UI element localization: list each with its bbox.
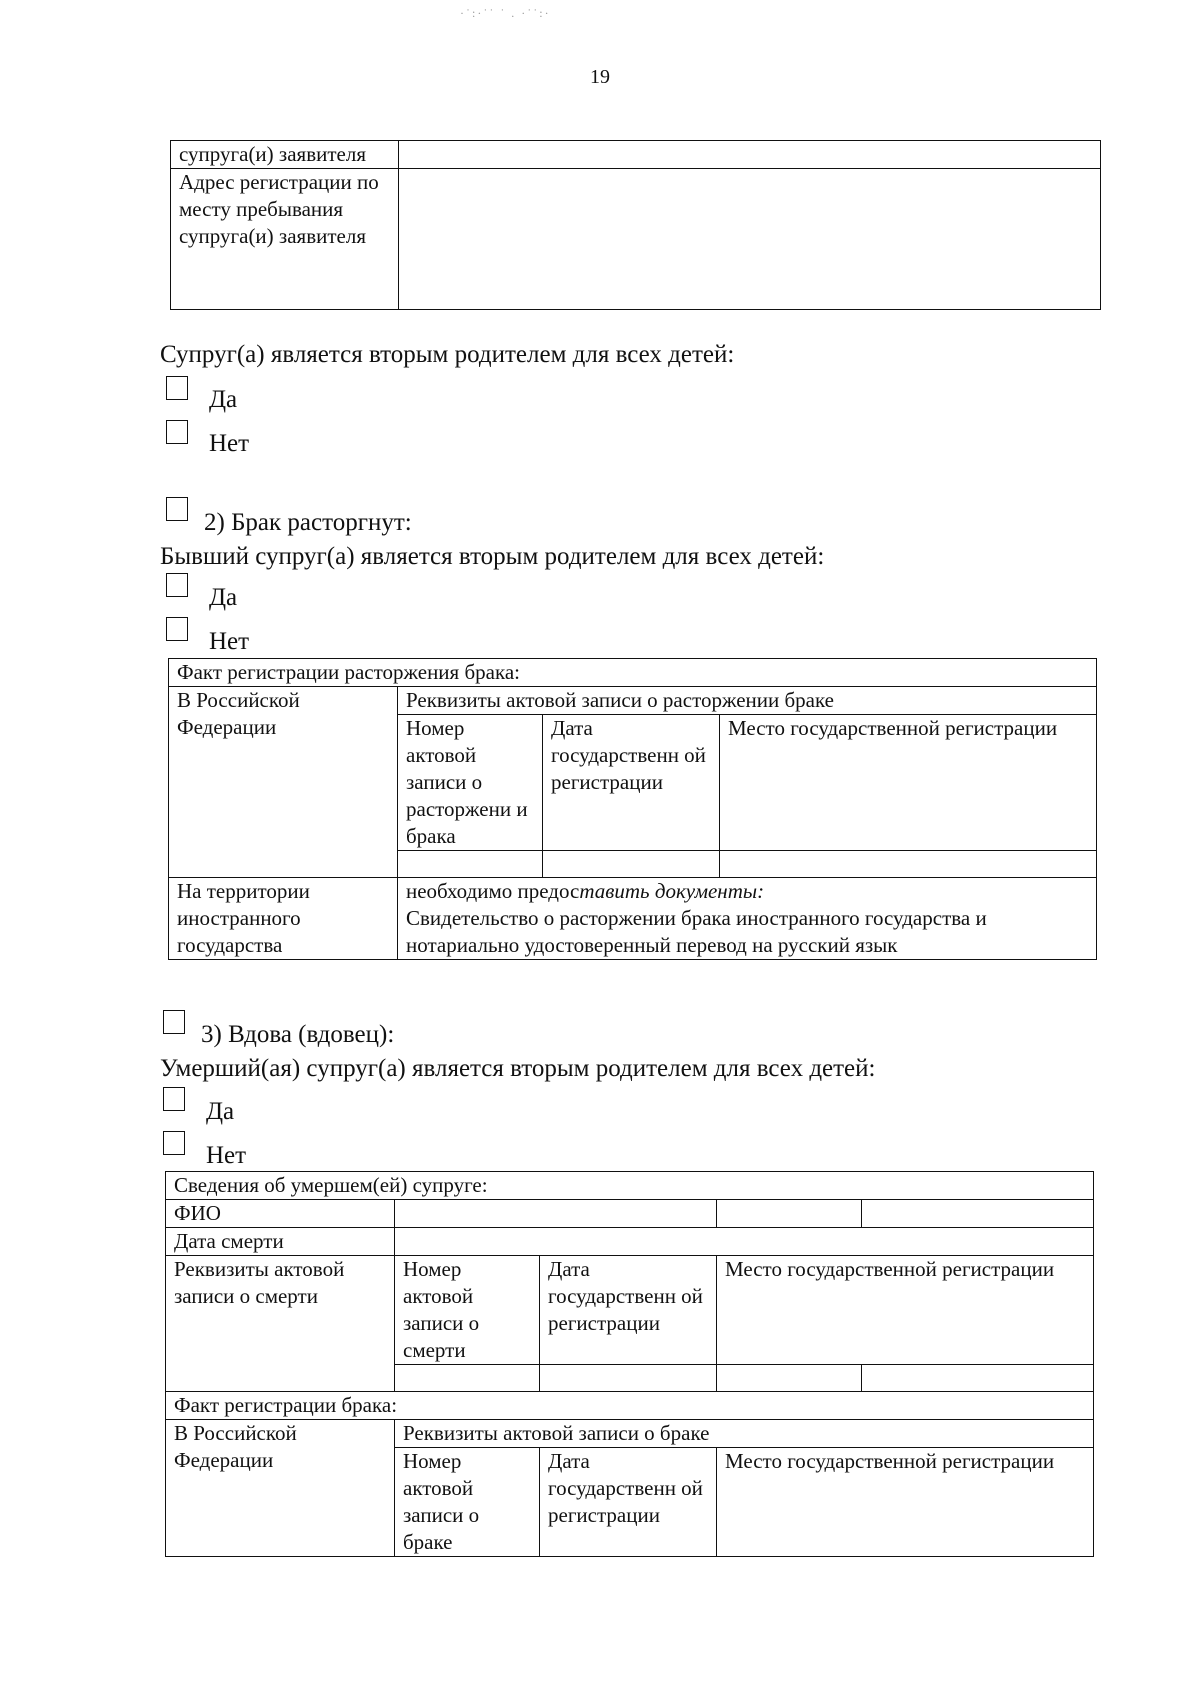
deceased-spouse-table [165, 1171, 1094, 1557]
death-record-label: Реквизиты актовой записи о смерти [166, 1256, 395, 1392]
foreign-note-plain: необходимо предос [406, 879, 580, 903]
stay-address-field[interactable] [399, 169, 1101, 310]
death-registration-place-field-1[interactable] [717, 1365, 862, 1392]
spouse-parent-no-checkbox[interactable] [166, 420, 188, 444]
col-record-number: Номер актовой записи о расторжени и брака [398, 715, 543, 851]
spouse-value-field[interactable] [399, 141, 1101, 169]
ex-spouse-parent-yes-checkbox[interactable] [166, 573, 188, 597]
divorce-table-header: Факт регистрации расторжения брака: [169, 659, 1097, 687]
deceased-spouse-parent-question: Умерший(ая) супруг(а) является вторым родителем для всех детей: [160, 1055, 876, 1082]
divorced-checkbox[interactable] [166, 497, 188, 521]
deceased-table-header: Сведения об умершем(ей) супруге: [166, 1172, 1094, 1200]
foreign-documents-note [398, 878, 1097, 960]
widow-title: 3) Вдова (вдовец): [201, 1021, 395, 1048]
page-number: 19 [590, 66, 610, 88]
death-date-label: Дата смерти [166, 1228, 395, 1256]
stay-address-label: Адрес регистрации по месту пребывания супруга(и) заявителя [171, 169, 399, 310]
divorce-registration-table [168, 658, 1097, 960]
deceased-parent-yes-label: Да [206, 1098, 235, 1125]
col-registration-date: Дата государственн ой регистрации [543, 715, 720, 851]
death-registration-place-field-2[interactable] [862, 1365, 1094, 1392]
death-record-number-field[interactable] [395, 1365, 540, 1392]
ex-spouse-parent-question: Бывший супруг(а) является вторым родителем для всех детей: [160, 543, 825, 570]
deceased-parent-yes-checkbox[interactable] [163, 1087, 185, 1111]
fio-label: ФИО [166, 1200, 395, 1228]
marriage-requisites-label: Реквизиты актовой записи о браке [395, 1420, 1094, 1448]
divorce-requisites-label: Реквизиты актовой записи о расторжении браке [398, 687, 1097, 715]
marriage-rf-label: В Российской Федерации [166, 1420, 395, 1557]
divorce-registration-place-field[interactable] [720, 851, 1097, 878]
spouse-parent-yes-checkbox[interactable] [166, 376, 188, 400]
col-registration-place: Место государственной регистрации [720, 715, 1097, 851]
death-col-number: Номер актовой записи о смерти [395, 1256, 540, 1365]
death-date-field[interactable] [395, 1228, 1094, 1256]
deceased-parent-no-checkbox[interactable] [163, 1131, 185, 1155]
death-col-place: Место государственной регистрации [717, 1256, 1094, 1365]
spouse-label-cell: супруга(и) заявителя [171, 141, 399, 169]
widow-checkbox[interactable] [163, 1010, 185, 1034]
fio-field-2[interactable] [717, 1200, 862, 1228]
spouse-info-table [170, 140, 1101, 310]
spouse-parent-no-label: Нет [209, 430, 250, 457]
ex-spouse-parent-no-checkbox[interactable] [166, 617, 188, 641]
ex-spouse-parent-no-label: Нет [209, 628, 250, 655]
divorce-registration-date-field[interactable] [543, 851, 720, 878]
death-col-date: Дата государственн ой регистрации [540, 1256, 717, 1365]
marriage-fact-header: Факт регистрации брака: [166, 1392, 1094, 1420]
rf-label: В Российской Федерации [169, 687, 398, 878]
deceased-parent-no-label: Нет [206, 1142, 247, 1169]
death-registration-date-field[interactable] [540, 1365, 717, 1392]
foreign-state-label: На территории иностранного государства [169, 878, 398, 960]
divorce-record-number-field[interactable] [398, 851, 543, 878]
marriage-col-place: Место государственной регистрации [717, 1448, 1094, 1557]
divorced-title: 2) Брак расторгнут: [204, 509, 412, 536]
foreign-note-italic: тавить документы: [579, 879, 765, 903]
scan-artifact: ·˙:·˙˙ ˙ . ·˙˙:· [460, 6, 551, 20]
ex-spouse-parent-yes-label: Да [209, 584, 238, 611]
marriage-col-date: Дата государственн ой регистрации [540, 1448, 717, 1557]
foreign-docs-text: Свидетельство о расторжении брака иностранного государства и нотариально удостоверенный перевод на русский язык [406, 906, 987, 957]
fio-field-1[interactable] [395, 1200, 717, 1228]
marriage-col-number: Номер актовой записи о браке [395, 1448, 540, 1557]
spouse-parent-yes-label: Да [209, 386, 238, 413]
spouse-parent-question: Супруг(а) является вторым родителем для всех детей: [160, 341, 735, 368]
fio-field-3[interactable] [862, 1200, 1094, 1228]
